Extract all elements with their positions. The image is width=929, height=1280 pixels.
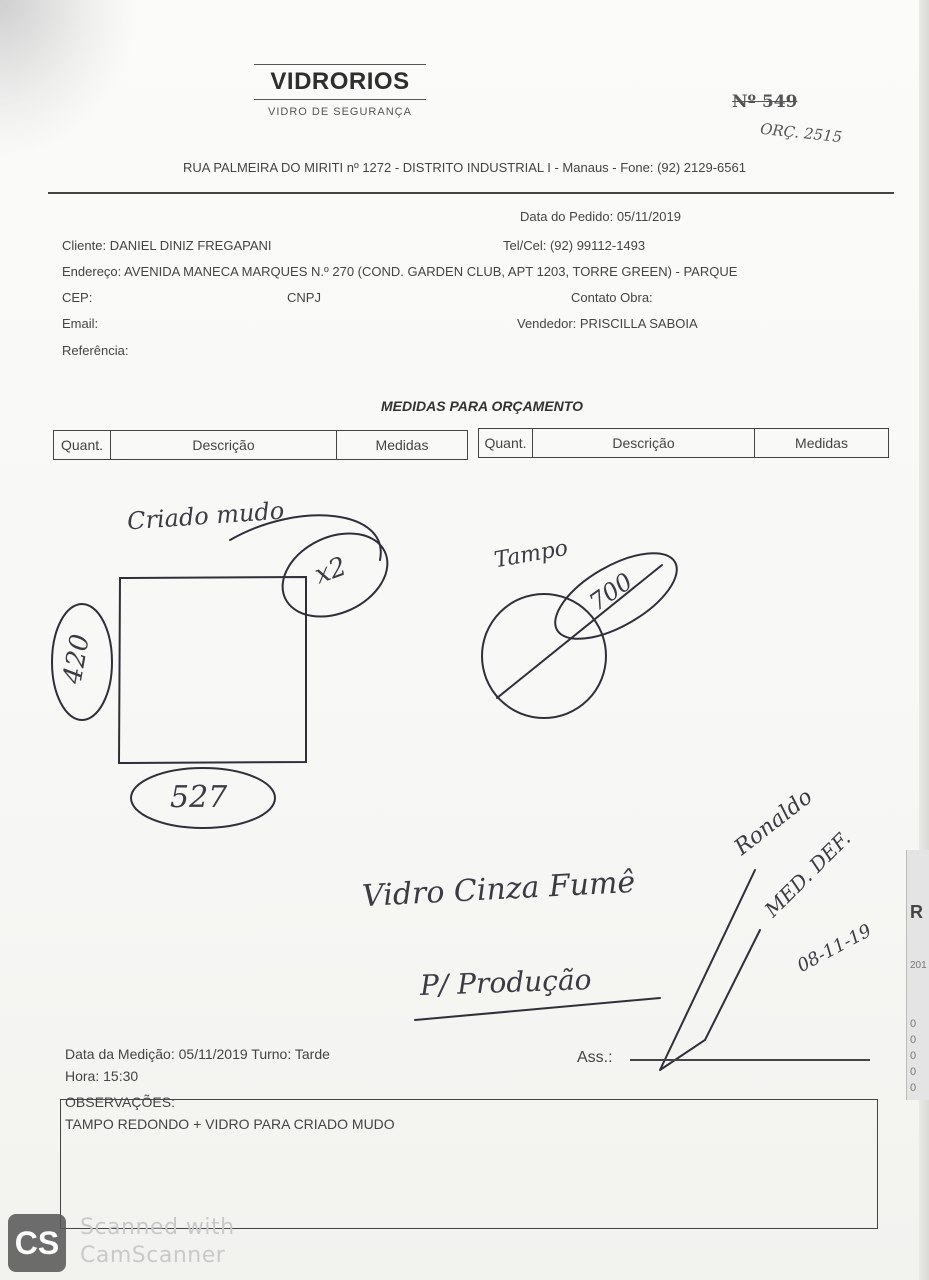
measure-date: Data da Medição: 05/11/2019 Turno: Tarde [65, 1046, 330, 1062]
client-address: Endereço: AVENIDA MANECA MARQUES N.º 270 (COND. GARDEN CLUB, APT 1203, TORRE GREEN) - PARQUE [62, 264, 738, 279]
sketch-production-note: P/ Produção [419, 963, 592, 1002]
sketch-diameter: 700 [584, 567, 638, 617]
cep-field: CEP: [62, 290, 93, 305]
col-quantity: Quant. [479, 429, 533, 457]
order-reference: ORÇ. 2515 [759, 119, 843, 147]
observations-text: TAMPO REDONDO + VIDRO PARA CRIADO MUDO [65, 1116, 395, 1132]
seller-field: Vendedor: PRISCILLA SABOIA [517, 316, 698, 331]
stamp-label: MED. DEF. [759, 826, 856, 922]
sketch-quantity: x2 [310, 551, 351, 591]
stamp-date: 08-11-19 [793, 920, 876, 977]
site-contact-field: Contato Obra: [571, 290, 653, 305]
cnpj-field: CNPJ [287, 290, 321, 305]
stamp-name: Ronaldo [729, 784, 818, 861]
watermark-line-1: Scanned with [80, 1215, 235, 1240]
col-measures: Medidas [375, 437, 429, 453]
signature-stroke [660, 870, 760, 1070]
observations-box [60, 1099, 878, 1229]
strip-text: 0 [910, 1050, 917, 1062]
strip-text: 0 [910, 1034, 917, 1046]
company-address: RUA PALMEIRA DO MIRITI nº 1272 - DISTRITO INDUSTRIAL I - Manaus - Fone: (92) 2129-6561 [183, 160, 746, 175]
reference-field: Referência: [62, 343, 129, 358]
strip-text: 201 [910, 960, 927, 971]
sketch-label-tabletop: Tampo [492, 535, 570, 574]
watermark-line-2: CamScanner [80, 1243, 226, 1268]
signature-label: Ass.: [577, 1049, 613, 1066]
col-description: Descrição [533, 429, 755, 457]
client-name: Cliente: DANIEL DINIZ FREGAPANI [62, 238, 272, 253]
strip-text: 0 [910, 1018, 917, 1030]
sketch-glass-note: Vidro Cinza Fumê [361, 864, 637, 915]
strip-letter: R [910, 902, 923, 922]
col-description: Descrição [111, 431, 337, 459]
strip-text: 0 [910, 1066, 917, 1078]
measure-time: Hora: 15:30 [65, 1068, 139, 1084]
signature-line [630, 1059, 870, 1061]
production-underline [415, 998, 660, 1020]
sketch-label-nightstand: Criado mudo [126, 496, 286, 536]
camscanner-logo: CS [8, 1214, 66, 1272]
strip-text: 0 [910, 1082, 917, 1094]
order-date: Data do Pedido: 05/11/2019 [520, 209, 681, 224]
brand-tagline: VIDRO DE SEGURANÇA [268, 106, 412, 118]
email-field: Email: [62, 316, 99, 331]
nightstand-square [119, 577, 306, 763]
col-quantity: Quant. [54, 431, 111, 459]
tabletop-circle [482, 594, 606, 718]
col-measures: Medidas [795, 435, 848, 451]
observations-label: OBSERVAÇÕES: [65, 1094, 175, 1110]
camscanner-watermark [80, 1214, 235, 1270]
brand-name: VIDRORIOS [270, 68, 410, 95]
measures-title: MEDIDAS PARA ORÇAMENTO [381, 398, 583, 414]
sketch-width: 527 [170, 780, 228, 815]
sketch-height: 420 [57, 631, 96, 687]
order-number: Nº 549 [732, 92, 798, 112]
client-phone: Tel/Cel: (92) 99112-1493 [503, 238, 646, 253]
